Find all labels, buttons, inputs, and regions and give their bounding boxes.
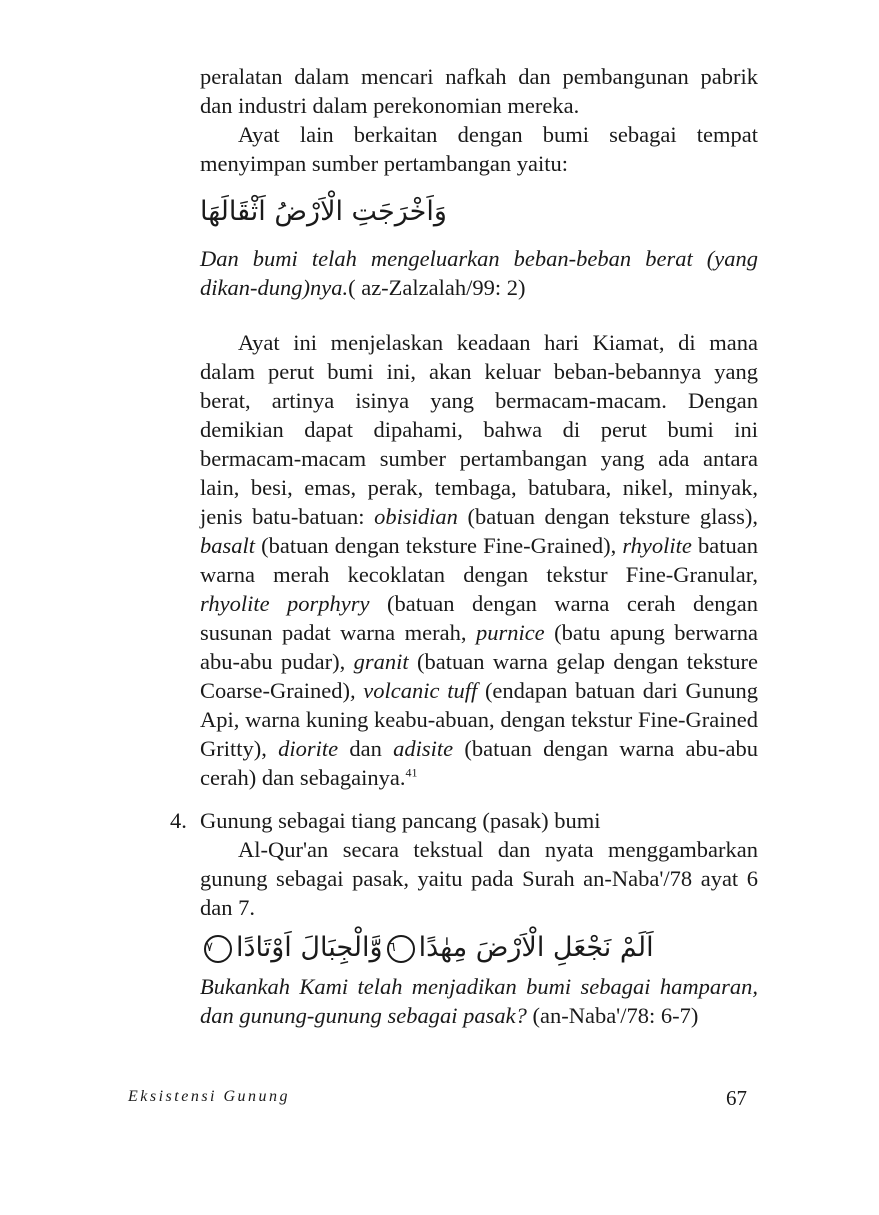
text-run: (batuan dengan warna abu-abu cerah) dan sebagainya. xyxy=(200,736,758,790)
text-run: (batu apung berwarna abu-abu pudar), xyxy=(200,620,759,674)
list-number: 4. xyxy=(170,808,187,833)
text-run: (batuan warna gelap dengan teksture Coarse-Grained) xyxy=(200,649,758,703)
term-granit: granit xyxy=(353,649,409,674)
text-run: Ayat ini menjelaskan keadaan hari Kiamat, di mana dalam perut bumi ini, akan keluar beban-bebannya yang berat, artinya isinya yang bermacam-macam. Dengan demikian dapat dipahami, bahwa di perut bumi ini bermacam-macam sumber pertambangan yang ada antara lain, besi, emas, perak, tembaga, batubara, nikel, minyak, jenis batu-batuan: xyxy=(200,330,758,529)
arabic-verse-zalzalah: وَاَخْرَجَتِ الْاَرْضُ اَثْقَالَهَا xyxy=(200,196,447,227)
verse-citation: ( az-Zalzalah/99: 2) xyxy=(348,275,526,300)
list-item-heading: Gunung sebagai tiang pancang (pasak) bumi xyxy=(200,808,601,833)
term-volcanic-tuff: , volcanic tuff xyxy=(349,678,478,703)
text-run: batuan warna merah kecoklatan dengan tekstur Fine-Granular, xyxy=(200,533,758,587)
verse-citation: (an-Naba'/78: 6-7) xyxy=(526,1003,699,1028)
term-obisidian: obisidian xyxy=(374,504,458,529)
running-footer-title: Eksistensi Gunung xyxy=(128,1088,291,1105)
paragraph-intro-ayah: Ayat lain berkaitan dengan bumi sebagai tempat menyimpan sumber pertambangan yaitu: xyxy=(200,122,758,176)
translation-text: Dan bumi telah mengeluarkan beban-beban berat (yang dikan-dung)nya. xyxy=(200,246,758,300)
term-purnice: purnice xyxy=(475,620,545,645)
verse-translation-naba xyxy=(200,972,758,1030)
term-diorite: diorite xyxy=(278,736,339,761)
translation-text: Bukankah Kami telah menjadikan bumi sebagai hamparan, dan gunung-gunung sebagai pasak? xyxy=(200,974,758,1028)
paragraph-minerals xyxy=(200,328,758,792)
term-adisite: adisite xyxy=(393,736,454,761)
verse-translation-zalzalah xyxy=(200,244,758,302)
text-run: (endapan batuan dari Gunung Api, warna kuning keabu-abuan, dengan tekstur Fine-Grained Gritty), xyxy=(200,678,758,761)
list-item-4 xyxy=(170,806,758,1030)
paragraph-naba: Al-Qur'an secara tekstual dan nyata menggambarkan gunung sebagai pasak, yaitu pada Surah an-Naba'/78 ayat 6 dan 7. xyxy=(200,837,758,920)
text-run: (batuan dengan teksture glass), xyxy=(457,504,758,529)
arabic-verse-7: وَّالْجِبَالَ اَوْتَادًا xyxy=(236,932,383,963)
footnote-marker: 41 xyxy=(405,765,418,780)
term-basalt: basalt xyxy=(200,533,256,558)
text-run: dan xyxy=(338,736,394,761)
ayah-number-7-mark: ٧ xyxy=(204,935,232,963)
arabic-verse-6: اَلَمْ نَجْعَلِ الْاَرْضَ مِهٰدًا xyxy=(418,932,654,963)
paragraph-continuation: peralatan dalam mencari nafkah dan pembangunan pabrik dan industri dalam perekonomian mereka. xyxy=(200,64,758,118)
arabic-verse-naba xyxy=(200,928,758,968)
text-run: (batuan dengan warna cerah dengan susunan padat warna merah, xyxy=(200,591,758,645)
term-rhyolite-porphyry: rhyolite porphyry xyxy=(200,591,370,616)
mineral-paragraph-block xyxy=(200,328,758,792)
ayah-number-6-mark: ٦ xyxy=(387,935,415,963)
top-block xyxy=(200,62,758,302)
page-number: 67 xyxy=(726,1086,747,1110)
text-run: (batuan dengan teksture Fine-Grained), xyxy=(255,533,623,558)
term-rhyolite: rhyolite xyxy=(622,533,692,558)
